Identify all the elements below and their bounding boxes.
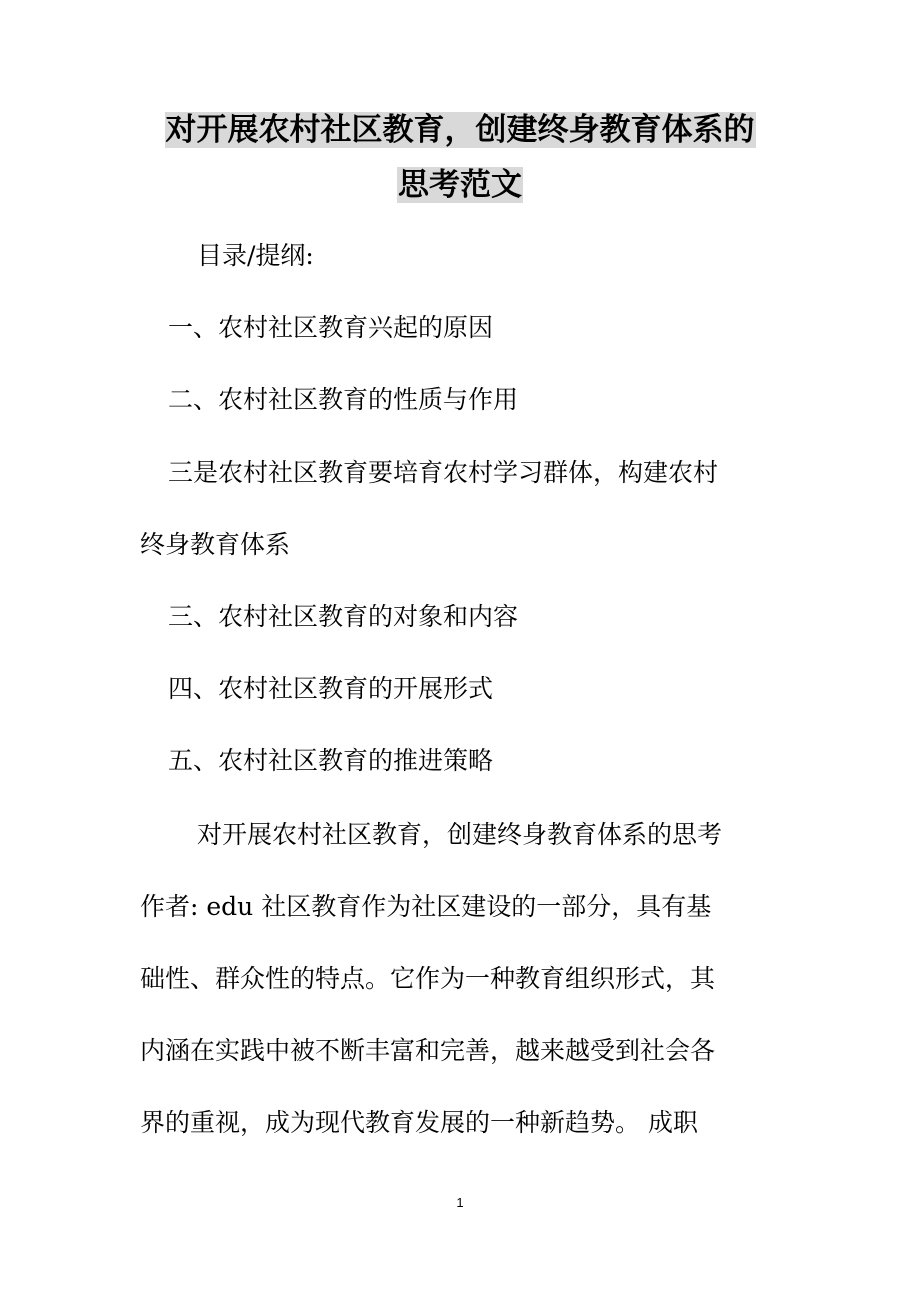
toc-item: 五、农村社区教育的推进策略 [168, 746, 494, 775]
title-text-2: 思考范文 [398, 167, 522, 203]
page-number: 1 [456, 1195, 464, 1210]
body-paragraph-line: 界的重视，成为现代教育发展的一种新趋势。 成职 [140, 1108, 698, 1137]
toc-item-continuation: 终身教育体系 [140, 530, 291, 559]
toc-heading: 目录/提纲: [197, 241, 314, 270]
toc-item: 二、农村社区教育的性质与作用 [168, 385, 519, 414]
document-title-line-2 [0, 163, 920, 207]
body-paragraph-line: 内涵在实践中被不断丰富和完善，越来越受到社会各 [140, 1036, 716, 1065]
toc-item: 三、农村社区教育的对象和内容 [168, 602, 519, 631]
title-text-1: 对开展农村社区教育，创建终身教育体系的 [165, 112, 755, 148]
body-paragraph-line: 础性、群众性的特点。它作为一种教育组织形式，其 [140, 964, 716, 993]
toc-item: 三是农村社区教育要培育农村学习群体，构建农村 [168, 458, 719, 487]
toc-item: 四、农村社区教育的开展形式 [168, 674, 494, 703]
toc-item: 一、农村社区教育兴起的原因 [168, 313, 494, 342]
body-paragraph-line: 对开展农村社区教育，创建终身教育体系的思考 [197, 820, 723, 849]
body-paragraph-line: 作者: edu 社区教育作为社区建设的一部分，具有基 [140, 892, 712, 921]
document-title-line-1 [0, 108, 920, 152]
